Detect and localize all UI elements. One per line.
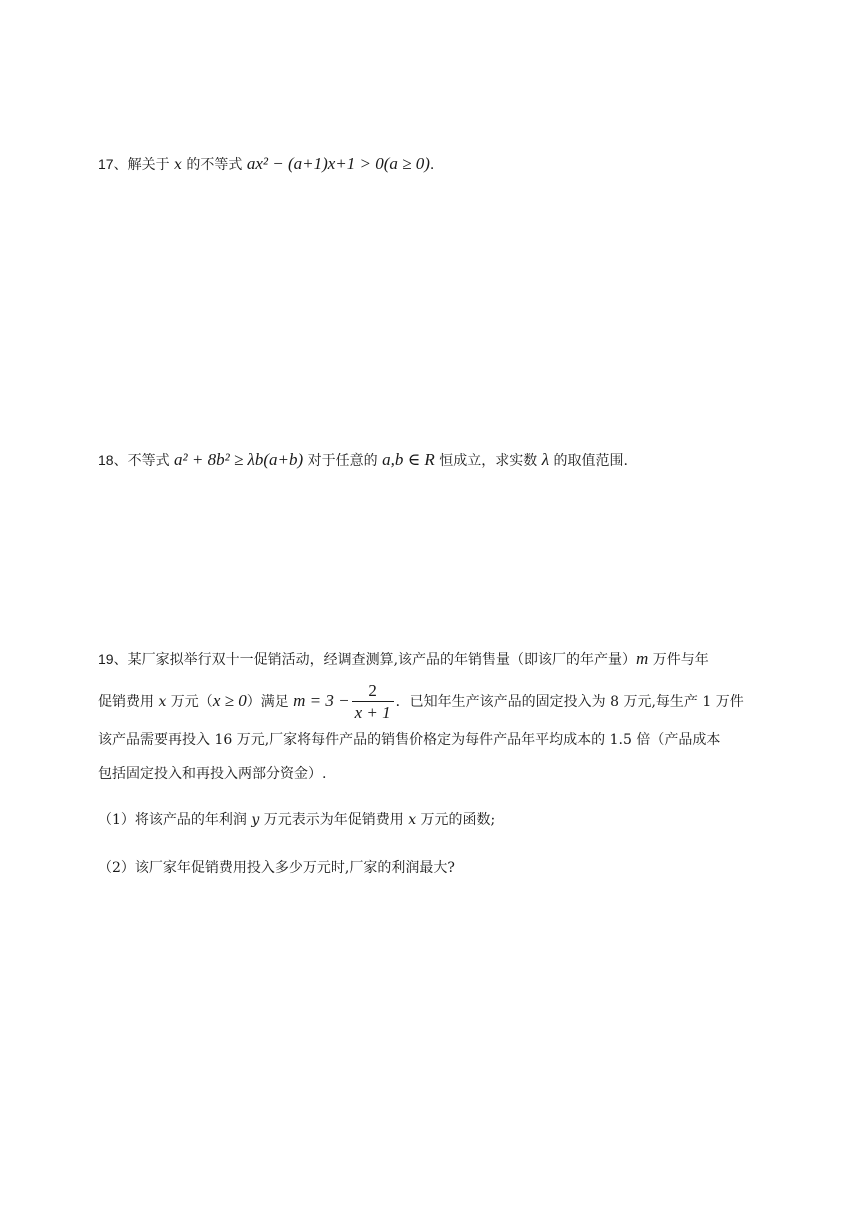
problem-19-var-x: x [158, 694, 167, 710]
problem-18-text-c: 恒成立，求实数 [434, 453, 542, 469]
part-1-text-c: 万元的函数; [416, 812, 496, 828]
problem-19-var-m: m [636, 649, 649, 668]
problem-18-lambda: λ [541, 450, 550, 469]
part-1-text-b: 万元表示为年促销费用 [259, 812, 409, 828]
problem-18-text-a: 不等式 [127, 453, 175, 469]
problem-19-line2-a: 促销费用 [98, 694, 159, 710]
problem-19-part-2: （2）该厂家年促销费用投入多少万元时,厂家的利润最大? [98, 860, 455, 876]
problem-18 [98, 450, 778, 471]
problem-19-condition-x: x ≥ 0 [212, 691, 247, 710]
problem-19-formula-left: m = 3 − [293, 691, 350, 710]
problem-17-text-b: 的不等式 [181, 157, 247, 173]
problem-19-line-4: 包括固定投入和再投入两部分资金）. [98, 766, 327, 782]
problem-18-number: 18、 [98, 452, 128, 468]
problem-18-text-d: 的取值范围. [549, 453, 628, 469]
problem-17-number: 17、 [98, 156, 128, 172]
problem-17-formula: ax² − (a+1)x+1 > 0(a ≥ 0) [246, 154, 430, 173]
problem-19-part-1 [98, 810, 778, 830]
problem-19-line-3: 该产品需要再投入 16 万元,厂家将每件产品的销售价格定为每件产品年平均成本的 1.5 倍（产品成本 [98, 732, 721, 748]
problem-19-fraction [352, 681, 394, 724]
part-1-var-y: y [251, 812, 260, 828]
problem-19-line1-b: 万件与年 [648, 652, 709, 668]
fraction-numerator: 2 [352, 681, 394, 702]
part-1-var-x: x [408, 812, 417, 828]
fraction-denominator: x + 1 [354, 702, 391, 722]
problem-19-line-2 [98, 679, 778, 723]
problem-18-text-b: 对于任意的 [303, 453, 383, 469]
problem-19-line-1 [98, 649, 778, 670]
problem-19-number: 19、 [98, 651, 128, 667]
problem-17-end: . [429, 157, 435, 173]
problem-19-line2-d: ．已知年生产该产品的固定投入为 8 万元,每生产 1 万件 [395, 694, 744, 710]
problem-17-var-x: x [174, 157, 182, 173]
problem-18-formula: a² + 8b² ≥ λb(a+b) [174, 450, 304, 469]
problem-19-line1-a: 某厂家拟举行双十一促销活动，经调查测算,该产品的年销售量（即该厂的年产量） [127, 652, 637, 668]
part-1-text-a: （1）将该产品的年利润 [98, 812, 252, 828]
problem-18-condition: a,b ∈ R [382, 450, 435, 469]
problem-17 [98, 154, 778, 175]
problem-19-line2-b: 万元（ [166, 694, 213, 710]
problem-19-line2-c: ）满足 [246, 694, 294, 710]
problem-17-text-a: 解关于 [127, 157, 175, 173]
